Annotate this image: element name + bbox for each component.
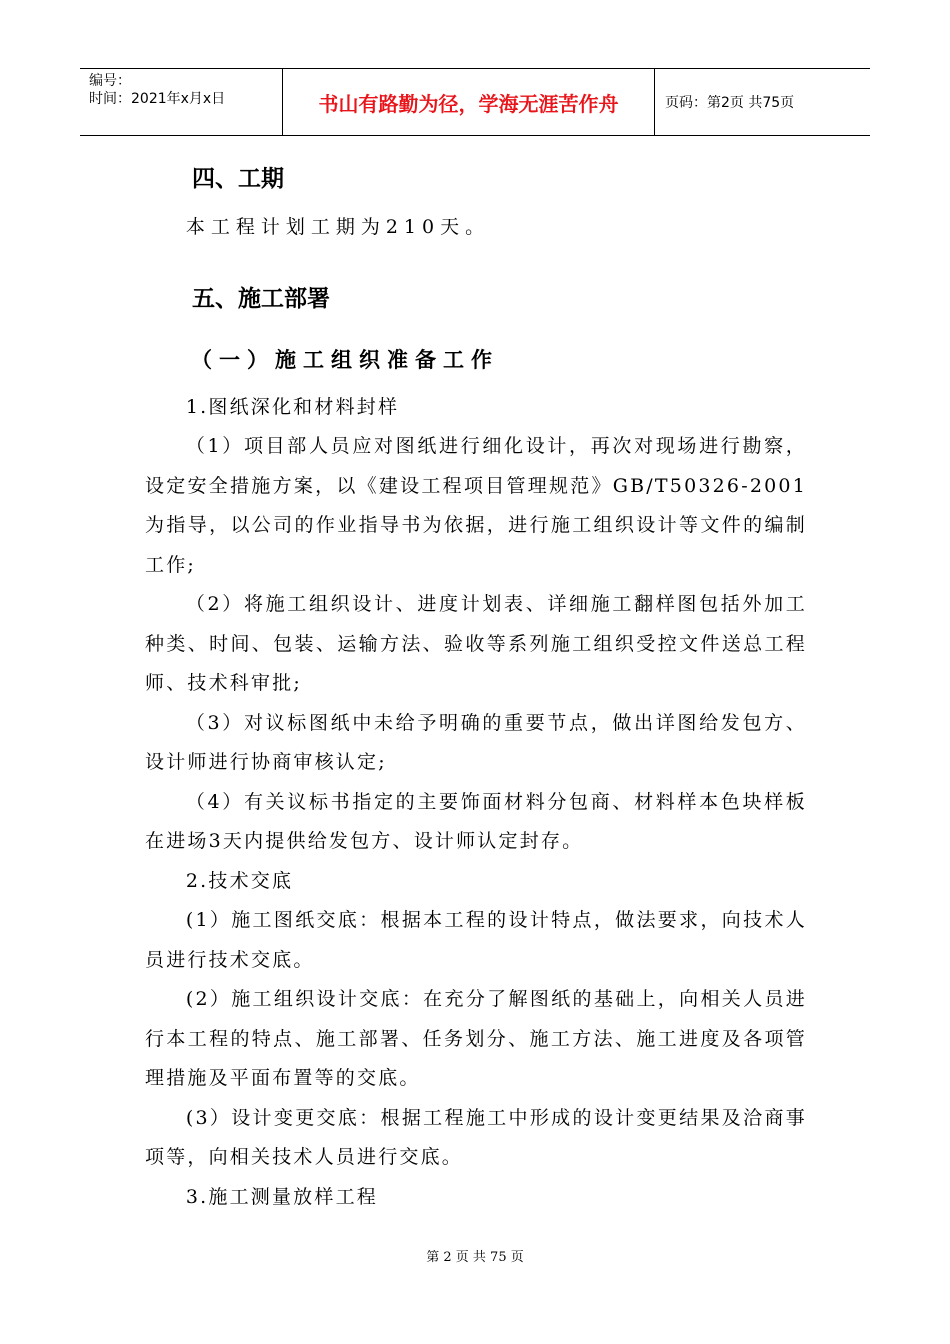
- item-1-title: 1.图纸深化和材料封样: [185, 395, 400, 418]
- page-header: [80, 68, 870, 136]
- item-1-para-2: （2）将施工组织设计、进度计划表、详细施工翻样图包括外加工种类、时间、包装、运输方法、验收等系列施工组织受控文件送总工程师、技术科审批;: [145, 593, 807, 694]
- document-body: [145, 150, 807, 1217]
- header-page-info: 页码：第2页 共75页: [665, 95, 795, 111]
- item-2-title: 2.技术交底: [185, 869, 294, 892]
- header-motto: 书山有路勤为径，学海无涯苦作舟: [283, 69, 655, 135]
- item-1-para-3: （3）对议标图纸中未给予明确的重要节点，做出详图给发包方、设计师进行协商审核认定;: [145, 711, 807, 773]
- item-2-para-1: (1）施工图纸交底：根据本工程的设计特点，做法要求，向技术人员进行技术交底。: [145, 909, 807, 971]
- header-date: 时间：2021年x月x日: [89, 91, 226, 107]
- section-4-text: 本工程计划工期为210天。: [185, 216, 491, 238]
- header-meta: [80, 69, 283, 135]
- item-1-para-4: （4）有关议标书指定的主要饰面材料分包商、材料样本色块样板在进场3天内提供给发包方、设计师认定封存。: [145, 790, 807, 852]
- item-1-para-1: （1）项目部人员应对图纸进行细化设计，再次对现场进行勘察，设定安全措施方案，以《建设工程项目管理规范》GB/T50326-2001为指导，以公司的作业指导书为依据，进行施工组织设计等文件的编制工作;: [145, 435, 807, 576]
- subsection-1-title: （一）施工组织准备工作: [191, 347, 499, 372]
- header-code: 编号：: [89, 73, 131, 89]
- item-2-para-2: (2）施工组织设计交底：在充分了解图纸的基础上，向相关人员进行本工程的特点、施工部署、任务划分、施工方法、施工进度及各项管理措施及平面布置等的交底。: [145, 988, 807, 1089]
- section-4-title: 四、工期: [192, 166, 284, 192]
- item-3-title: 3.施工测量放样工程: [185, 1185, 378, 1208]
- section-5-title: 五、施工部署: [192, 285, 330, 312]
- item-2-para-3: (3）设计变更交底：根据工程施工中形成的设计变更结果及洽商事项等，向相关技术人员进行交底。: [145, 1106, 807, 1168]
- page-footer: 第 2 页 共 75 页: [426, 1250, 524, 1265]
